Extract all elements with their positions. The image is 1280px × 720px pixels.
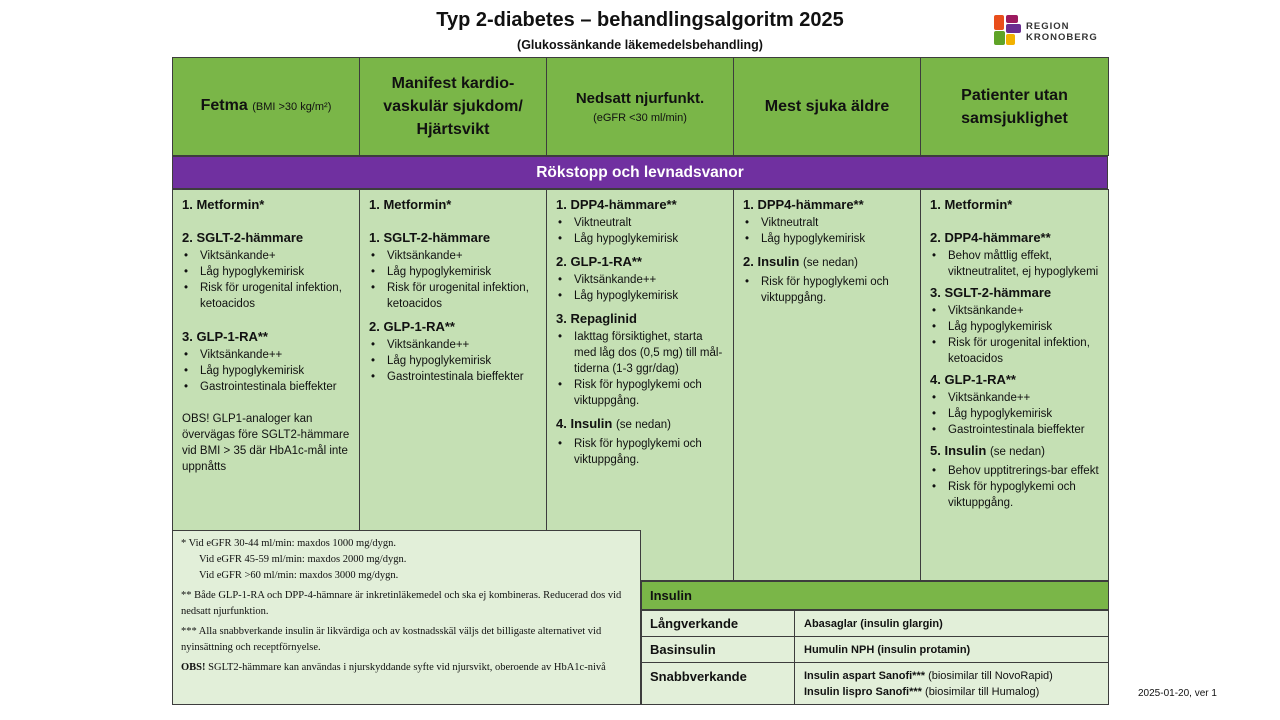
list-item: • Viktsänkande++ [948,390,1099,406]
list-item: • Risk för hypoglykemi och viktuppgång. [761,274,911,306]
header-njurfunktion [546,57,734,156]
insulin-lispro [804,684,1099,700]
step-dpp4: 2. DPP4-hämmare** [930,230,1051,245]
list-item: • Låg hypoglykemirisk [387,353,537,369]
column-sjuka-aldre [733,189,921,581]
step-insulin-note: (se nedan) [615,419,671,431]
header-sjuka-aldre [733,57,921,156]
list-item: • Behov måttlig effekt, viktneutralitet, ej hypoglykemi [948,248,1099,280]
column-utan-samsjuklighet [920,189,1109,581]
obs-note: OBS! GLP1-analoger kan övervägas före SGLT2-hämmare vid BMI > 35 där HbA1c-mål inte uppnåtts [182,413,350,473]
header-kardiovaskular [359,57,547,156]
list-item: • Viktsänkande++ [200,347,350,363]
step-insulin-note: (se nedan) [802,257,858,269]
step-insulin [930,442,1099,461]
step-sglt2: 1. SGLT-2-hämmare [369,230,491,245]
step-glp1: 4. GLP-1-RA** [930,372,1016,387]
lifestyle-band [172,156,1108,189]
insulin-lispro-name: Insulin lispro Sanofi*** [804,685,922,698]
footnote-obs-text: SGLT2-hämmare kan användas i njurskyddande syfte vid njursvikt, oberoende av HbA1c-nivå [205,662,606,673]
insulin-row-langverkande [641,610,1109,637]
insulin-list [743,274,911,306]
list-item: • Låg hypoglykemirisk [761,231,911,247]
footnote-snabbverkande: *** Alla snabbverkande insulin är likvärdiga och av kostnadsskäl väljs det billigaste alternativet vid nyinsättning och receptförnyelse. [181,626,602,653]
dpp4-list [556,215,724,247]
column-kardiovaskular [359,189,547,531]
glp1-list [369,337,537,385]
page-subtitle: (Glukossänkande läkemedelsbehandling) [517,38,763,52]
version-date: 2025-01-20, ver 1 [1138,688,1217,699]
list-item: • Låg hypoglykemirisk [948,406,1099,422]
column-fetma [172,189,360,531]
list-item: • Låg hypoglykemirisk [574,288,724,304]
page-title: Typ 2-diabetes – behandlingsalgoritm 2025 [436,9,844,31]
list-item: • Låg hypoglykemirisk [200,264,350,280]
list-item: • Låg hypoglykemirisk [948,319,1099,335]
step-metformin: 1. Metformin* [369,197,452,212]
footnote-metformin-1: * Vid eGFR 30-44 ml/min: maxdos 1000 mg/dygn. [181,538,397,549]
insulin-aspart-name: Insulin aspart Sanofi*** [804,669,926,682]
list-item: • Gastrointestinala bieffekter [200,379,350,395]
lifestyle-band-label: Rökstopp och levnadsvanor [536,163,744,181]
insulin-row-label: Långverkande [642,611,795,636]
logo-mark-icon [993,14,1023,46]
step-dpp4: 1. DPP4-hämmare** [743,197,864,212]
list-item: • Risk för hypoglykemi och viktuppgång. [574,436,724,468]
footnote-obs-label: OBS! [181,662,206,673]
header-fetma-note: (BMI >30 kg/m²) [252,101,332,113]
step-metformin: 1. Metformin* [182,197,265,212]
repaglinid-list [556,329,724,409]
footnotes-box [172,530,641,705]
step-insulin-label: 5. Insulin [930,443,987,458]
list-item: • Viktneutralt [761,215,911,231]
insulin-lispro-note: (biosimilar till Humalog) [921,685,1040,698]
step-repaglinid: 3. Repaglinid [556,311,637,326]
step-glp1: 3. GLP-1-RA** [182,329,268,344]
header-kardiovaskular-label: Manifest kardio-vaskulär sjukdom/ Hjärtsvikt [383,75,523,138]
list-item: • Risk för hypoglykemi och viktuppgång. [574,377,724,409]
footnote-metformin-3: Vid eGFR >60 ml/min: maxdos 3000 mg/dygn. [199,570,399,581]
glp1-list [930,390,1099,438]
insulin-list [556,436,724,468]
insulin-aspart-note: (biosimilar till NovoRapid) [925,669,1053,682]
header-sjuka-aldre-label: Mest sjuka äldre [764,98,890,115]
insulin-table-header [641,581,1109,610]
list-item: • Viktsänkande++ [574,272,724,288]
step-insulin-note: (se nedan) [989,446,1045,458]
region-kronoberg-logo [993,14,1113,48]
insulin-row-basinsulin [641,636,1109,663]
footnote-obs [181,660,632,676]
step-sglt2: 2. SGLT-2-hämmare [182,230,304,245]
insulin-table-title: Insulin [650,588,692,603]
insulin-row-value: Humulin NPH (insulin protamin) [804,643,971,656]
insulin-row-snabbverkande [641,662,1109,705]
dpp4-list [743,215,911,247]
list-item: • Viktneutralt [574,215,724,231]
step-insulin-label: 4. Insulin [556,416,613,431]
header-fetma [172,57,360,156]
header-njurfunktion-note: (eGFR <30 ml/min) [593,112,687,124]
list-item: • Låg hypoglykemirisk [574,231,724,247]
column-njurfunktion [546,189,734,581]
list-item: • Viktsänkande+ [387,248,537,264]
insulin-list [930,463,1099,511]
step-insulin [556,415,724,434]
insulin-row-value [795,663,1108,704]
list-item: • Risk för urogenital infektion, ketoacidos [387,280,537,312]
step-insulin [743,253,911,272]
step-glp1: 2. GLP-1-RA** [369,319,455,334]
step-metformin: 1. Metformin* [930,197,1013,212]
header-utan-samsjuklighet [920,57,1109,156]
list-item: • Gastrointestinala bieffekter [387,369,537,385]
footnote-inkretin: ** Både GLP-1-RA och DPP-4-hämnare är inkretinläkemedel och ska ej kombineras. Reducerad dos vid nedsatt njurfunktion. [181,590,622,617]
logo-line2: KRONOBERG [1026,32,1098,43]
insulin-row-label: Basinsulin [642,637,795,662]
list-item: • Iakttag försiktighet, starta med låg dos (0,5 mg) till mål-tiderna (1-3 ggr/dag) [574,329,724,377]
header-fetma-label: Fetma [200,97,248,114]
list-item: • Behov upptitrerings-bar effekt [948,463,1099,479]
list-item: • Viktsänkande+ [200,248,350,264]
glp1-list [556,272,724,304]
glp1-list [182,347,350,395]
step-sglt2: 3. SGLT-2-hämmare [930,285,1052,300]
sglt2-list [930,303,1099,367]
list-item: • Risk för urogenital infektion, ketoacidos [948,335,1099,367]
step-dpp4: 1. DPP4-hämmare** [556,197,677,212]
sglt2-list [182,248,350,312]
list-item: • Viktsänkande++ [387,337,537,353]
step-glp1: 2. GLP-1-RA** [556,254,642,269]
insulin-aspart [804,668,1099,684]
list-item: • Risk för urogenital infektion, ketoacidos [200,280,350,312]
list-item: • Låg hypoglykemirisk [387,264,537,280]
logo-text [1026,21,1098,43]
list-item: • Risk för hypoglykemi och viktuppgång. [948,479,1099,511]
list-item: • Låg hypoglykemirisk [200,363,350,379]
sglt2-list [369,248,537,312]
footnote-metformin-2: Vid eGFR 45-59 ml/min: maxdos 2000 mg/dygn. [199,554,407,565]
header-njurfunktion-label: Nedsatt njurfunkt. [575,90,705,107]
dpp4-list [930,248,1099,280]
insulin-row-value: Abasaglar (insulin glargin) [804,617,943,630]
logo-line1: REGION [1026,21,1070,32]
list-item: • Viktsänkande+ [948,303,1099,319]
insulin-row-label: Snabbverkande [642,663,795,704]
step-insulin-label: 2. Insulin [743,254,800,269]
list-item: • Gastrointestinala bieffekter [948,422,1099,438]
header-utan-samsjuklighet-label: Patienter utan samsjuklighet [961,86,1068,127]
